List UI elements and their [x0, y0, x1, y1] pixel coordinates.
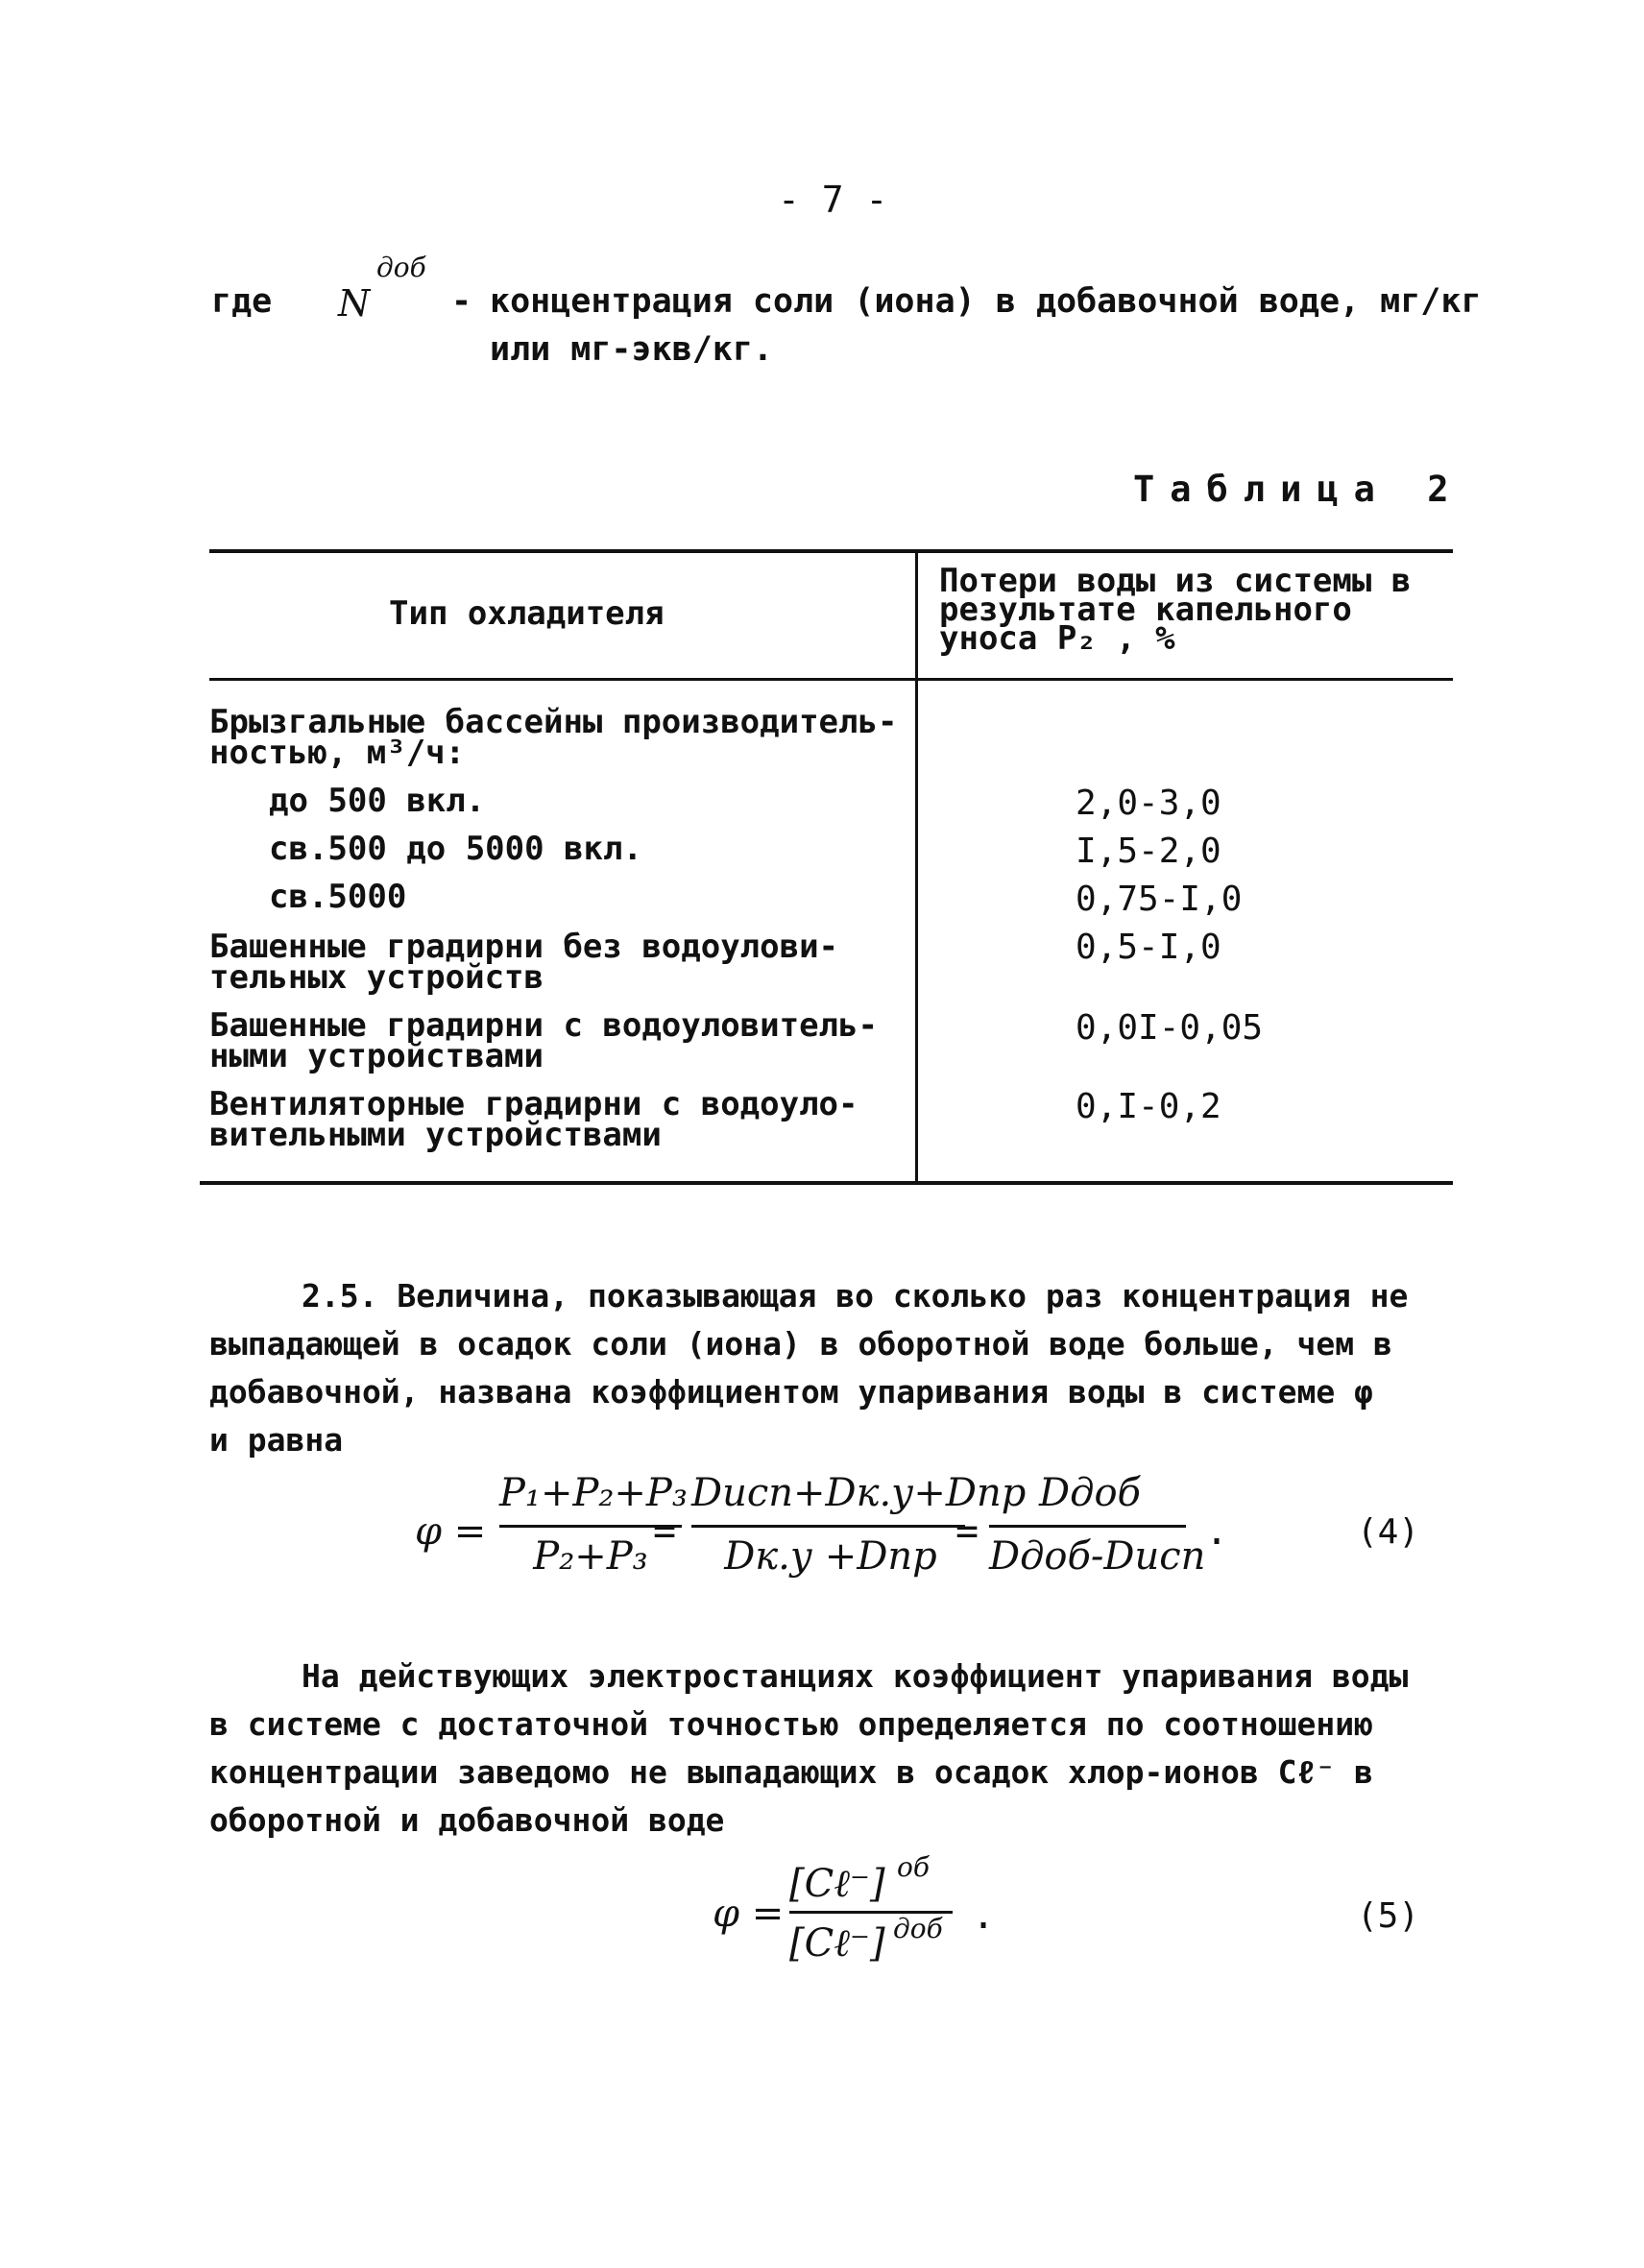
table-column-divider [915, 551, 918, 1183]
table-header-water-loss: Потери воды из системы в результате капельного уноса P₂ , % [939, 562, 1412, 658]
table-header-rule [209, 678, 1453, 681]
table-caption: Таблица 2 [1133, 469, 1464, 510]
table-row-value: 0,0I-0,05 [1076, 1008, 1264, 1048]
paragraph-line: На действующих электростанциях коэффициент упаривания воды [302, 1657, 1409, 1695]
formula-4-frac2-denominator: Dк.у +Dпр [724, 1534, 937, 1579]
formula-5-numerator-superscript: об [897, 1851, 930, 1883]
table-header-cooler-type: Тип охладителя [389, 594, 665, 633]
table-row-label: тельных устройств [209, 958, 544, 997]
table-row-value: 0,5-I,0 [1076, 928, 1221, 967]
formula-4-frac2-line [691, 1525, 965, 1528]
formula-4-frac1-numerator: P₁+P₂+P₃ [499, 1471, 688, 1515]
paragraph-line: концентрации заведомо не выпадающих в осадок хлор-ионов Cℓ⁻ в [209, 1753, 1373, 1791]
table-row-label: ностью, м³/ч: [209, 734, 466, 772]
table-row-value: 0,I-0,2 [1076, 1087, 1221, 1126]
table-row-value: I,5-2,0 [1076, 832, 1221, 871]
paragraph-line: и равна [209, 1421, 344, 1459]
where-symbol: N [338, 282, 371, 325]
table-row-label: до 500 вкл. [269, 782, 486, 820]
table-row-label: св.5000 [269, 878, 407, 916]
formula-4-frac3-line [989, 1525, 1186, 1528]
table-row-label: Башенные градирни с водоуловитель- [209, 1006, 878, 1045]
formula-5-period: . [972, 1894, 996, 1938]
table-top-rule [209, 549, 1453, 553]
formula-4-equals-2: = [955, 1509, 979, 1554]
where-definition-line-1: концентрация соли (иона) в добавочной воде, мг/кг [490, 282, 1482, 321]
table-row-label: Башенные градирни без водоулови- [209, 928, 839, 966]
where-definition-line-2: или мг-экв/кг. [490, 330, 774, 369]
formula-4-equals-1: = [653, 1509, 677, 1554]
where-dash: - [451, 282, 472, 321]
page-number: - 7 - [778, 179, 888, 221]
table-row-label: Брызгальные бассейны производитель- [209, 703, 898, 741]
paragraph-line: в системе с достаточной точностью определяется по соотношению [209, 1705, 1373, 1743]
formula-4-lhs: φ = [415, 1509, 487, 1554]
formula-5-number: (5) [1357, 1896, 1420, 1936]
formula-4-frac3-denominator: Dдоб-Dисп [989, 1534, 1206, 1579]
where-symbol-superscript: доб [376, 252, 426, 283]
table-row-label: ными устройствами [209, 1037, 544, 1075]
formula-4-frac3-numerator: Dдоб [1039, 1471, 1141, 1515]
table-row-label: вительными устройствами [209, 1116, 662, 1154]
paragraph-line: 2.5. Величина, показывающая во сколько раз концентрация не [302, 1277, 1409, 1315]
formula-4-frac2-numerator: Dисп+Dк.у+Dпр [691, 1471, 1027, 1515]
paragraph-line: выпадающей в осадок соли (иона) в оборотной воде больше, чем в [209, 1325, 1392, 1363]
formula-4-period: . [1205, 1509, 1229, 1554]
paragraph-line: добавочной, названа коэффициентом упаривания воды в системе φ [209, 1373, 1373, 1411]
where-word: где [211, 282, 273, 321]
formula-5-denominator: [Cℓ⁻] [789, 1921, 885, 1966]
table-row-label: св.500 до 5000 вкл. [269, 830, 642, 868]
table-bottom-rule [200, 1181, 1453, 1185]
formula-5-lhs: φ = [713, 1892, 785, 1936]
table-row-value: 0,75-I,0 [1076, 880, 1243, 919]
table-row-label: Вентиляторные градирни с водоуло- [209, 1085, 858, 1123]
formula-4-number: (4) [1357, 1512, 1420, 1552]
paragraph-line: оборотной и добавочной воде [209, 1801, 725, 1839]
table-row-value: 2,0-3,0 [1076, 784, 1221, 823]
formula-4-frac1-denominator: P₂+P₃ [533, 1534, 648, 1579]
formula-5-denominator-superscript: доб [893, 1913, 943, 1944]
formula-5-numerator: [Cℓ⁻] [789, 1862, 885, 1906]
